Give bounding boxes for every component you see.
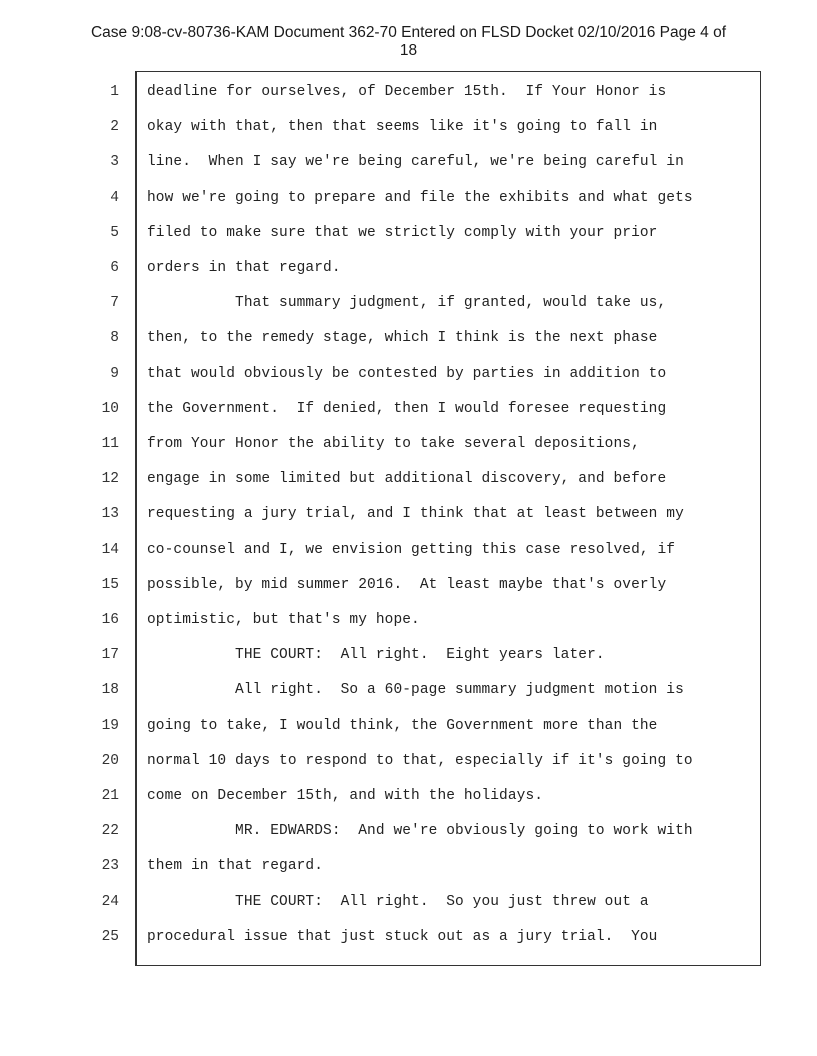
line-number: 24 — [101, 893, 119, 910]
line-number: 6 — [110, 260, 119, 276]
line-text: MR. EDWARDS: And we're obviously going to work with — [147, 823, 693, 840]
transcript-line — [0, 286, 817, 321]
line-number: 17 — [101, 647, 119, 664]
line-text: going to take, I would think, the Government more than the — [147, 717, 658, 734]
line-text: procedural issue that just stuck out as a jury trial. You — [147, 928, 658, 945]
transcript-line — [0, 885, 817, 920]
docket-header: Case 9:08-cv-80736-KAM Document 362-70 Entered on FLSD Docket 02/10/2016 Page 4 of — [90, 24, 726, 41]
line-number: 4 — [110, 189, 119, 206]
line-number: 9 — [110, 365, 119, 382]
transcript-line — [0, 251, 817, 286]
line-number: 15 — [101, 576, 119, 593]
line-text: filed to make sure that we strictly comply with your prior — [147, 224, 658, 241]
transcript-line — [0, 814, 817, 849]
transcript-line — [0, 216, 817, 251]
line-number: 8 — [110, 330, 119, 347]
line-text: That summary judgment, if granted, would take us, — [147, 295, 667, 312]
transcript-line — [0, 638, 817, 673]
line-number: 16 — [101, 612, 119, 628]
line-number: 21 — [101, 788, 119, 804]
line-text: optimistic, but that's my hope. — [147, 612, 420, 628]
transcript-line — [0, 849, 817, 884]
line-text: from Your Honor the ability to take several depositions, — [147, 436, 640, 452]
transcript-line — [0, 145, 817, 180]
line-text: engage in some limited but additional discovery, and before — [147, 471, 667, 488]
transcript-line — [0, 744, 817, 779]
transcript-line — [0, 533, 817, 568]
line-text: deadline for ourselves, of December 15th. If Your Honor is — [147, 84, 667, 100]
line-text: possible, by mid summer 2016. At least maybe that's overly — [147, 576, 667, 593]
line-number: 18 — [101, 682, 119, 699]
line-text: the Government. If denied, then I would foresee requesting — [147, 400, 667, 417]
line-text: orders in that regard. — [147, 260, 341, 276]
line-number: 10 — [101, 400, 119, 417]
line-text: okay with that, then that seems like it's going to fall in — [147, 119, 658, 136]
transcript-line — [0, 110, 817, 145]
transcript-line — [0, 357, 817, 392]
line-text: that would obviously be contested by parties in addition to — [147, 365, 667, 382]
line-text: THE COURT: All right. So you just threw out a — [147, 893, 649, 910]
line-number: 7 — [110, 295, 119, 312]
line-number: 19 — [101, 717, 119, 734]
transcript-line — [0, 181, 817, 216]
line-number: 13 — [101, 506, 119, 523]
transcript-line — [0, 321, 817, 356]
line-number: 20 — [101, 752, 119, 769]
line-number: 14 — [101, 541, 119, 558]
docket-header-page-total: 18 — [399, 42, 418, 59]
line-number: 5 — [110, 224, 119, 241]
transcript-line — [0, 392, 817, 427]
transcript-line — [0, 709, 817, 744]
line-text: them in that regard. — [147, 858, 324, 875]
line-text: All right. So a 60-page summary judgment motion is — [147, 682, 684, 699]
line-number: 22 — [101, 823, 119, 840]
line-text: THE COURT: All right. Eight years later. — [147, 647, 605, 664]
line-text: co-counsel and I, we envision getting this case resolved, if — [147, 541, 676, 558]
line-number: 3 — [110, 154, 119, 171]
line-number: 12 — [101, 471, 119, 488]
transcript-line — [0, 568, 817, 603]
line-text: requesting a jury trial, and I think that at least between my — [147, 506, 684, 523]
transcript-line — [0, 497, 817, 532]
line-number: 23 — [101, 858, 119, 875]
line-text: line. When I say we're being careful, we're being careful in — [147, 154, 684, 171]
transcript-line — [0, 462, 817, 497]
line-number: 1 — [110, 84, 119, 100]
transcript-line — [0, 427, 817, 462]
line-number: 2 — [110, 119, 119, 136]
transcript-line — [0, 920, 817, 955]
line-text: then, to the remedy stage, which I think is the next phase — [147, 330, 658, 347]
line-text: how we're going to prepare and file the exhibits and what gets — [147, 189, 693, 206]
transcript-line — [0, 779, 817, 814]
transcript-line — [0, 673, 817, 708]
transcript-line — [0, 75, 817, 110]
transcript-line — [0, 603, 817, 638]
line-text: come on December 15th, and with the holidays. — [147, 788, 544, 804]
line-text: normal 10 days to respond to that, especially if it's going to — [147, 752, 693, 769]
line-number: 11 — [101, 436, 119, 452]
line-number: 25 — [101, 928, 119, 945]
